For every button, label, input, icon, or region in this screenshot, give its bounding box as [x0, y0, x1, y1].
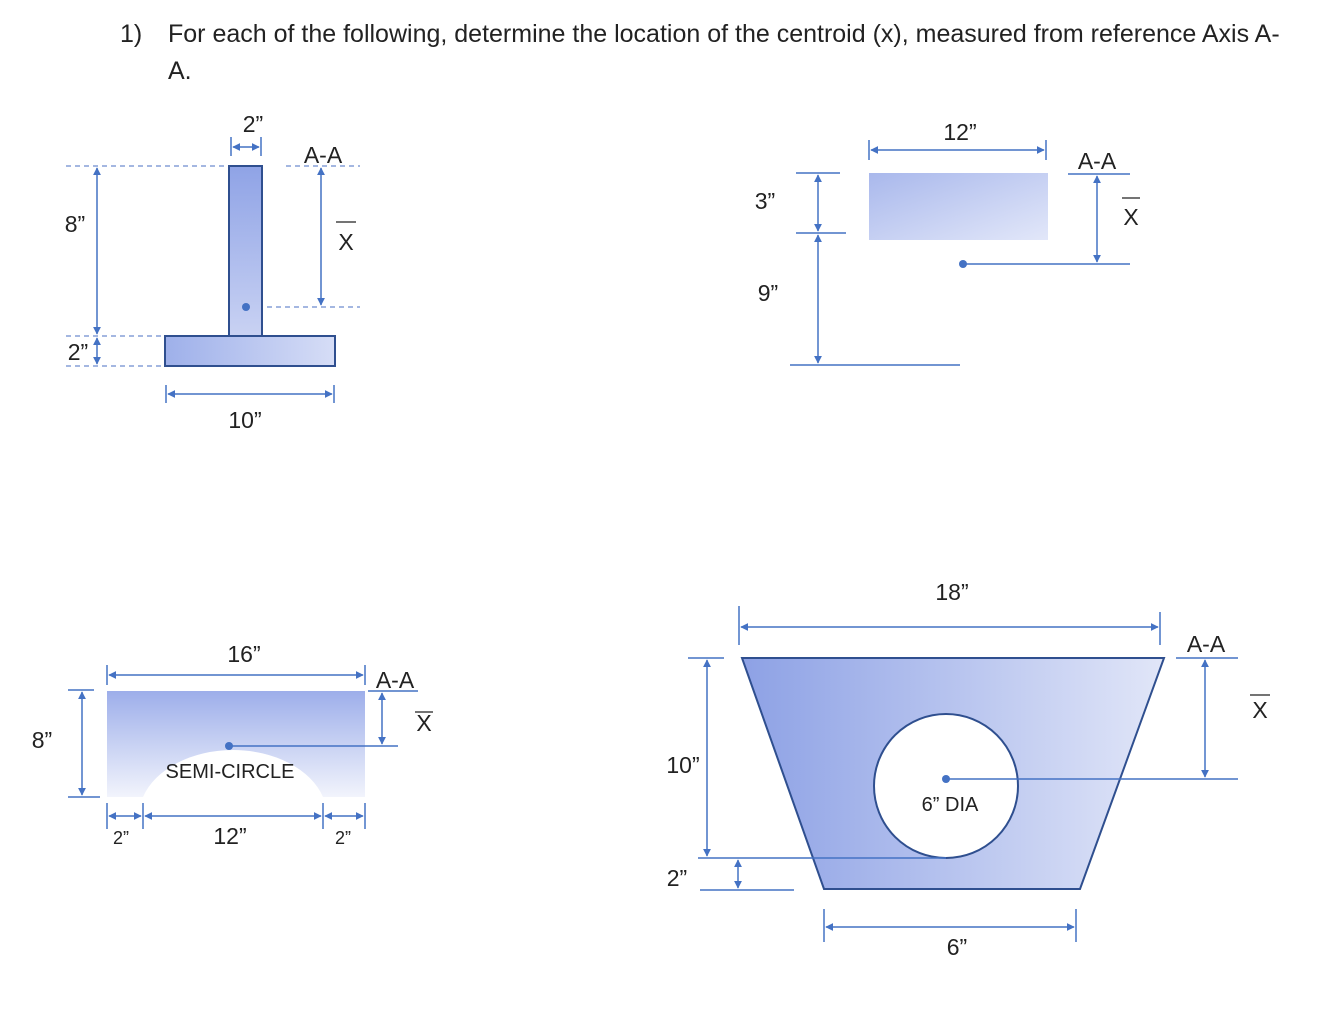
figure1-flange-height-label: 2” [67, 339, 89, 365]
figure4-height-label: 10” [666, 752, 700, 778]
figure3-axis-label: A-A [375, 667, 415, 693]
figure1-flange [165, 336, 335, 366]
figure1-base-width-label: 10” [228, 407, 262, 433]
figure4-offset-label: 2” [666, 865, 688, 891]
figure3-opening-label: 12” [213, 823, 247, 849]
figure3-arch [32, 641, 433, 849]
figure1-t-section [65, 111, 360, 433]
figure2-rect [869, 173, 1048, 240]
figure2-axis-label: A-A [1077, 148, 1117, 174]
figure2-rect-height-label: 3” [754, 188, 776, 214]
figure1-xbar-label: X [338, 229, 354, 255]
figure2-width-label: 12” [943, 119, 977, 145]
figure4-bottom-width-label: 6” [946, 934, 968, 960]
figure1-top-width-label: 2” [242, 111, 264, 137]
figure3-right-leg-label: 2” [334, 828, 352, 848]
figure3-semicircle-label: SEMI-CIRCLE [165, 761, 295, 783]
figure4-hole [874, 714, 1018, 858]
figure3-height-label: 8” [31, 727, 53, 753]
figure1-centroid-dot [242, 303, 250, 311]
problem-number: 1) [120, 20, 143, 48]
figure1-web-height-label: 8” [64, 211, 86, 237]
figure4-trapezoid [666, 579, 1270, 960]
figure3-left-leg-label: 2” [112, 828, 130, 848]
figure3-total-width-label: 16” [227, 641, 261, 667]
figure4-axis-label: A-A [1186, 631, 1226, 657]
figure1-axis-label: A-A [303, 142, 343, 168]
figure4-top-width-label: 18” [935, 579, 969, 605]
figure2-gap-height-label: 9” [757, 280, 779, 306]
problem-text: For each of the following, determine the location of the centroid (x), measured from reference Axis A-A. [168, 20, 1280, 85]
figure2-rectangle [755, 119, 1140, 365]
figure4-hole-label: 6” DIA [921, 794, 979, 816]
figure2-xbar-label: X [1123, 204, 1139, 230]
figure3-xbar-label: X [416, 710, 432, 736]
figure4-xbar-label: X [1252, 697, 1268, 723]
